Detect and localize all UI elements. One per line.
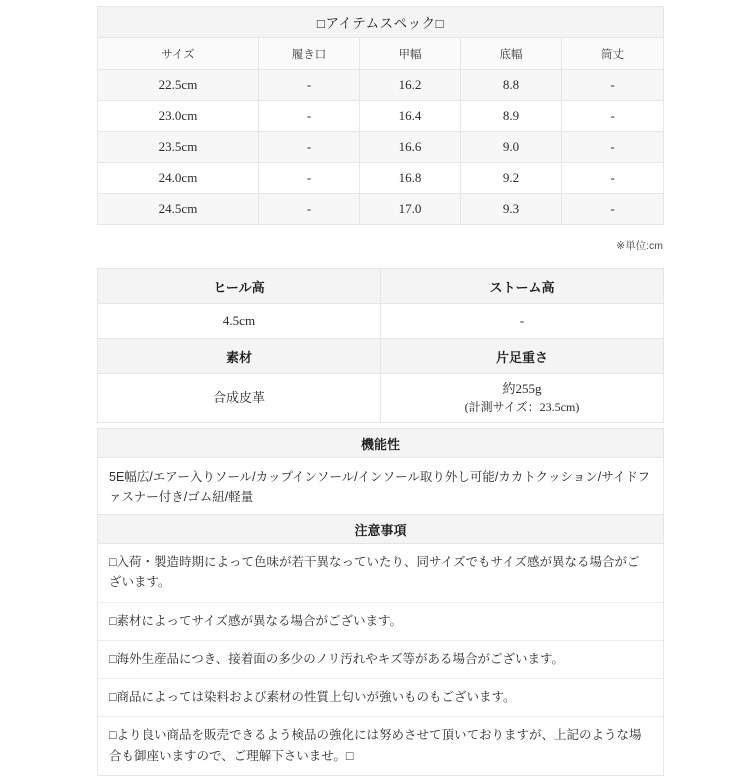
cell-opening: - <box>259 132 360 163</box>
weight-amount: 約255g <box>502 380 542 396</box>
notice-item-text: □入荷・製造時期によって色味が若干異なっていたり、同サイズでもサイズ感が異なる場合がございます。 <box>98 544 664 603</box>
cell-shaft-height: - <box>562 132 664 163</box>
table-row <box>98 163 664 194</box>
notice-section-title: 注意事項 <box>98 515 664 544</box>
cell-instep-width: 16.6 <box>360 132 461 163</box>
cell-instep-width: 17.0 <box>360 194 461 225</box>
cell-opening: - <box>259 194 360 225</box>
cell-instep-width: 16.8 <box>360 163 461 194</box>
function-section-title: 機能性 <box>98 429 664 458</box>
header-heel-height: ヒール高 <box>98 269 381 304</box>
list-item <box>98 717 664 776</box>
column-header-instep-width: 甲幅 <box>360 38 461 70</box>
cell-shaft-height: - <box>562 101 664 132</box>
notice-section <box>97 514 664 776</box>
table-row <box>98 101 664 132</box>
cell-size: 23.5cm <box>98 132 259 163</box>
value-material: 合成皮革 <box>98 374 381 423</box>
notice-item-text: □より良い商品を販売できるよう検品の強化には努めさせて頂いておりますが、上記のような場合も御座いますので、ご理解下さいませ。□ <box>98 717 664 776</box>
spec-title-row <box>98 7 664 38</box>
value-storm-height: - <box>381 304 664 339</box>
function-body-row <box>98 458 664 519</box>
cell-sole-width: 8.9 <box>461 101 562 132</box>
header-single-shoe-weight: 片足重さ <box>381 339 664 374</box>
cell-size: 22.5cm <box>98 70 259 101</box>
table-row <box>98 132 664 163</box>
cell-size: 24.0cm <box>98 163 259 194</box>
list-item <box>98 602 664 640</box>
function-header-row <box>98 429 664 458</box>
cell-instep-width: 16.2 <box>360 70 461 101</box>
unit-note: ※単位:cm <box>616 240 663 252</box>
notice-header-row <box>98 515 664 544</box>
column-header-size: サイズ <box>98 38 259 70</box>
table-row <box>98 70 664 101</box>
item-spec-table <box>97 6 664 225</box>
material-weight-value-row <box>98 374 664 423</box>
cell-shaft-height: - <box>562 163 664 194</box>
header-storm-height: ストーム高 <box>381 269 664 304</box>
column-header-sole-width: 底幅 <box>461 38 562 70</box>
function-feature-list: 5E幅広/エアー入りソール/カップインソール/インソール取り外し可能/カカトクッション/サイドファスナー付き/ゴム紐/軽量 <box>98 458 664 519</box>
column-header-opening: 履き口 <box>259 38 360 70</box>
cell-opening: - <box>259 163 360 194</box>
column-header-shaft-height: 筒丈 <box>562 38 664 70</box>
cell-opening: - <box>259 70 360 101</box>
cell-sole-width: 9.0 <box>461 132 562 163</box>
cell-instep-width: 16.4 <box>360 101 461 132</box>
cell-size: 23.0cm <box>98 101 259 132</box>
spec-table-title: □アイテムスペック□ <box>98 7 664 38</box>
cell-opening: - <box>259 101 360 132</box>
notice-item-text: □素材によってサイズ感が異なる場合がございます。 <box>98 602 664 640</box>
cell-shaft-height: - <box>562 194 664 225</box>
heel-storm-value-row <box>98 304 664 339</box>
value-single-shoe-weight <box>381 374 664 423</box>
material-weight-header-row <box>98 339 664 374</box>
weight-measured-size: (計測サイズ：23.5cm) <box>464 399 580 414</box>
cell-sole-width: 8.8 <box>461 70 562 101</box>
spec-header-row <box>98 38 664 70</box>
list-item <box>98 679 664 717</box>
cell-sole-width: 9.2 <box>461 163 562 194</box>
notice-item-text: □海外生産品につき、接着面の多少のノリ汚れやキズ等がある場合がございます。 <box>98 640 664 678</box>
heel-storm-header-row <box>98 269 664 304</box>
cell-shaft-height: - <box>562 70 664 101</box>
list-item <box>98 544 664 603</box>
function-section <box>97 428 664 519</box>
cell-sole-width: 9.3 <box>461 194 562 225</box>
table-row <box>98 194 664 225</box>
notice-item-text: □商品によっては染料および素材の性質上匂いが強いものもございます。 <box>98 679 664 717</box>
header-material: 素材 <box>98 339 381 374</box>
value-heel-height: 4.5cm <box>98 304 381 339</box>
detail-spec-table <box>97 268 664 423</box>
list-item <box>98 640 664 678</box>
cell-size: 24.5cm <box>98 194 259 225</box>
